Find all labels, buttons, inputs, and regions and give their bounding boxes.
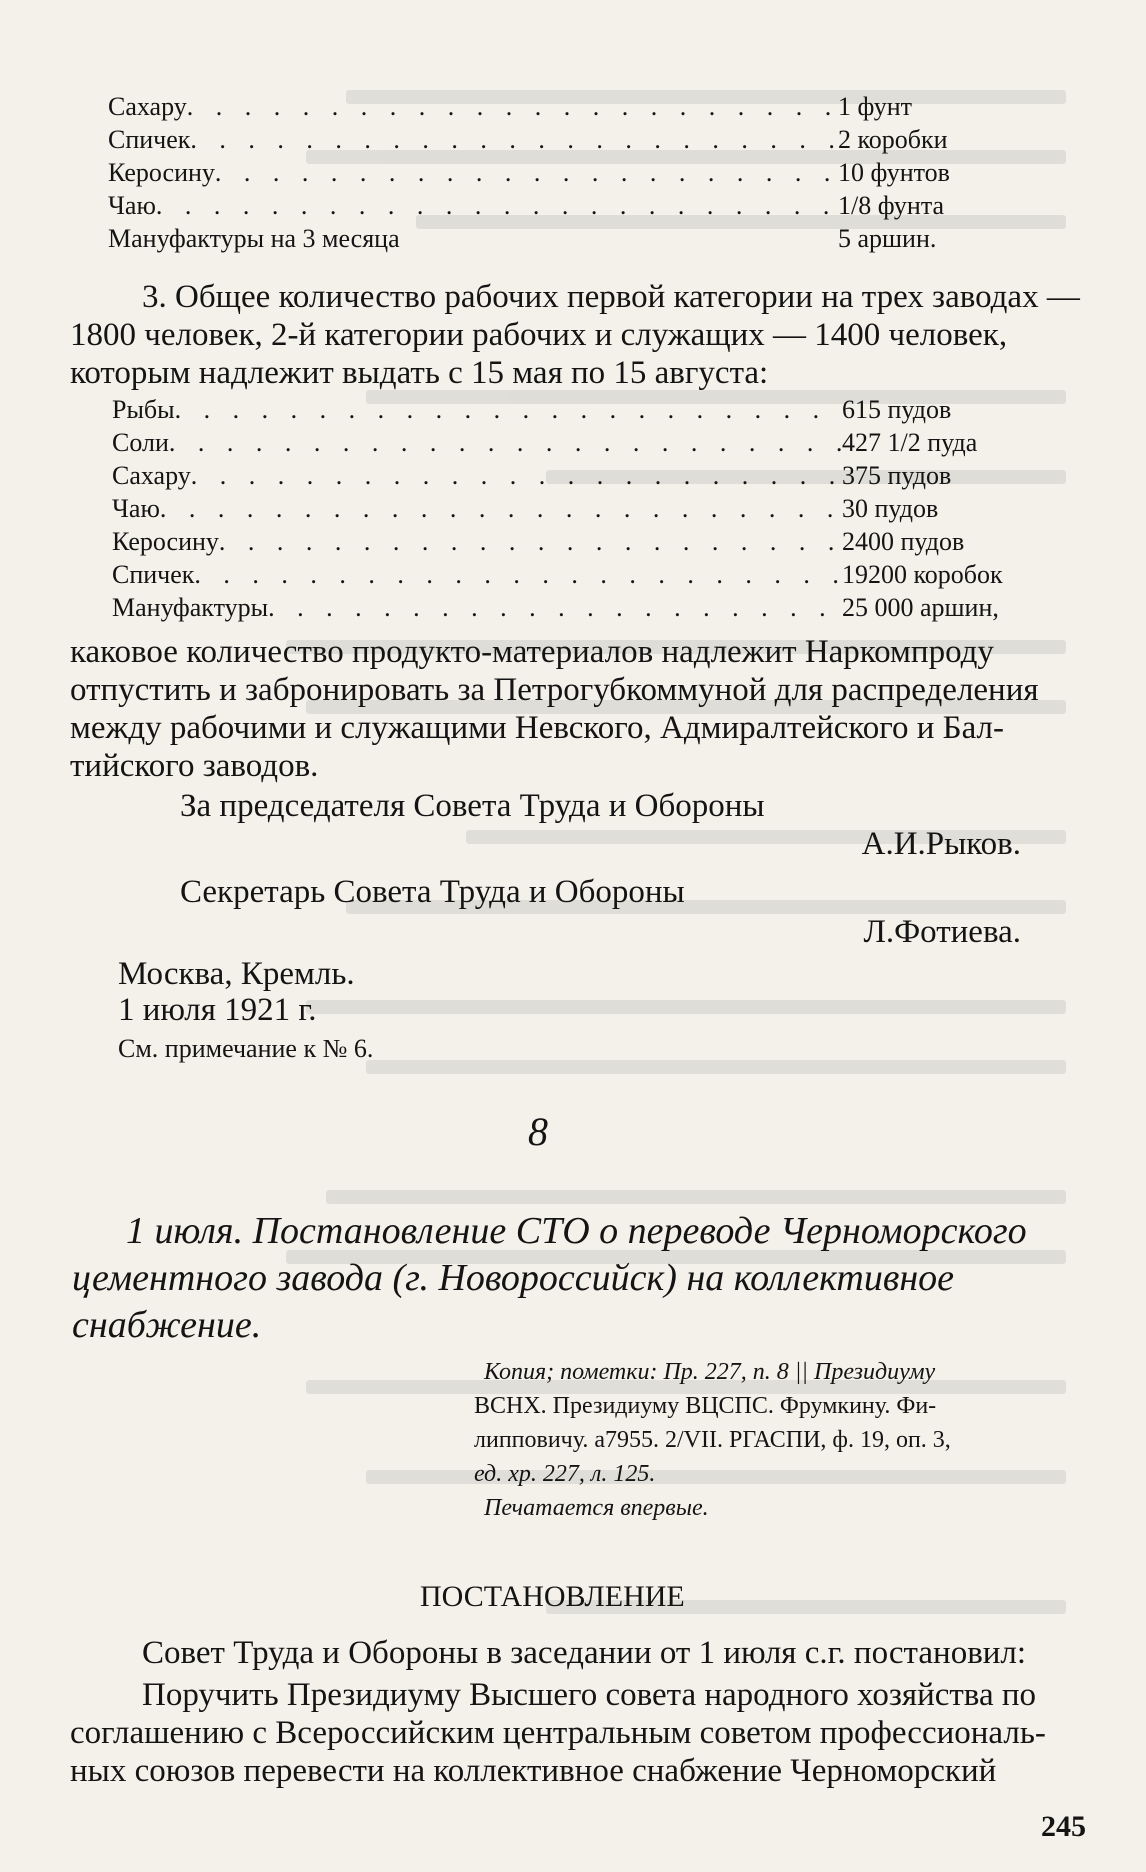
body-line: соглашению с Всероссийским центральным советом профессиональ- <box>70 1715 1046 1751</box>
closing-paragraph <box>70 633 1080 785</box>
see-note: См. примечание к № 6. <box>118 1034 374 1063</box>
title-line: 1 июля. Постановление СТО о переводе Черноморского <box>126 1210 1027 1252</box>
ration-row: Соли . . . 427 1/2 пуда <box>112 426 1032 459</box>
note-line: липповичу. а7955. 2/VII. РГАСПИ, ф. 19, оп. 3, <box>474 1427 951 1453</box>
paragraph-line: которым надлежит выдать с 15 мая по 15 августа: <box>70 355 769 391</box>
published-note: Печатается впервые. <box>484 1495 709 1521</box>
place: Москва, Кремль. <box>118 956 355 992</box>
ration-row: Спичек . . . 2 коробки <box>108 123 958 156</box>
document-title <box>72 1208 1082 1349</box>
note-line: Копия; пометки: Пр. 227, п. 8 || Президиуму <box>484 1359 936 1385</box>
decision-line: Совет Труда и Обороны в заседании от 1 июля с.г. постановил: <box>142 1635 1027 1671</box>
ration-row: Чаю . . . 30 пудов <box>112 492 1032 525</box>
paragraph-line: 3. Общее количество рабочих первой категории на трех заводах — <box>142 279 1080 315</box>
ration-list-1 <box>108 90 958 255</box>
signature-1-title: За председателя Совета Труда и Обороны <box>180 788 765 824</box>
ration-row: Мануфактуры . . . 25 000 аршин, <box>112 591 1032 624</box>
section-heading: ПОСТАНОВЛЕНИЕ <box>420 1580 685 1613</box>
signature-1-name: А.И.Рыков. <box>861 826 1021 862</box>
document-number: 8 <box>528 1109 548 1154</box>
paragraph-3 <box>70 278 1080 392</box>
ration-row: Сахару . . . 1 фунт <box>108 90 958 123</box>
ration-row: Мануфактуры на 3 месяца 5 аршин. <box>108 224 937 253</box>
ration-list-2 <box>112 393 1032 624</box>
body-text <box>70 1676 1080 1790</box>
note-line: ВСНХ. Президиуму ВЦСПС. Фрумкину. Фи- <box>474 1393 937 1419</box>
ration-row: Рыбы . . . 615 пудов <box>112 393 1032 426</box>
ration-row: Спичек . . . 19200 коробок <box>112 558 1032 591</box>
ration-row: Чаю . . . 1/8 фунта <box>108 189 958 222</box>
body-line: ных союзов перевести на коллективное снабжение Черноморский <box>70 1753 997 1789</box>
page-number: 245 <box>1041 1810 1086 1843</box>
ration-row: Керосину . . . 2400 пудов <box>112 525 1032 558</box>
signature-2-title: Секретарь Совета Труда и Обороны <box>180 874 685 910</box>
paragraph-line: отпустить и забронировать за Петрогубкоммуной для распределения <box>70 672 1039 708</box>
paragraph-line: тийского заводов. <box>70 748 319 784</box>
paragraph-line: каковое количество продукто-материалов надлежит Наркомпроду <box>70 634 994 670</box>
paragraph-line: 1800 человек, 2-й категории рабочих и служащих — 1400 человек, <box>70 317 1008 353</box>
archive-note <box>474 1355 1084 1525</box>
ration-row: Сахару . . . 375 пудов <box>112 459 1032 492</box>
title-line: цементного завода (г. Новороссийск) на коллективное <box>72 1257 955 1299</box>
body-line: Поручить Президиуму Высшего совета народного хозяйства по <box>142 1677 1037 1713</box>
signature-2-name: Л.Фотиева. <box>863 914 1021 950</box>
ration-row: Керосину . . . 10 фунтов <box>108 156 958 189</box>
date: 1 июля 1921 г. <box>118 992 317 1028</box>
note-line: ед. хр. 227, л. 125. <box>474 1461 656 1487</box>
paragraph-line: между рабочими и служащими Невского, Адмиралтейского и Бал- <box>70 710 1005 746</box>
title-line: снабжение. <box>72 1304 262 1346</box>
